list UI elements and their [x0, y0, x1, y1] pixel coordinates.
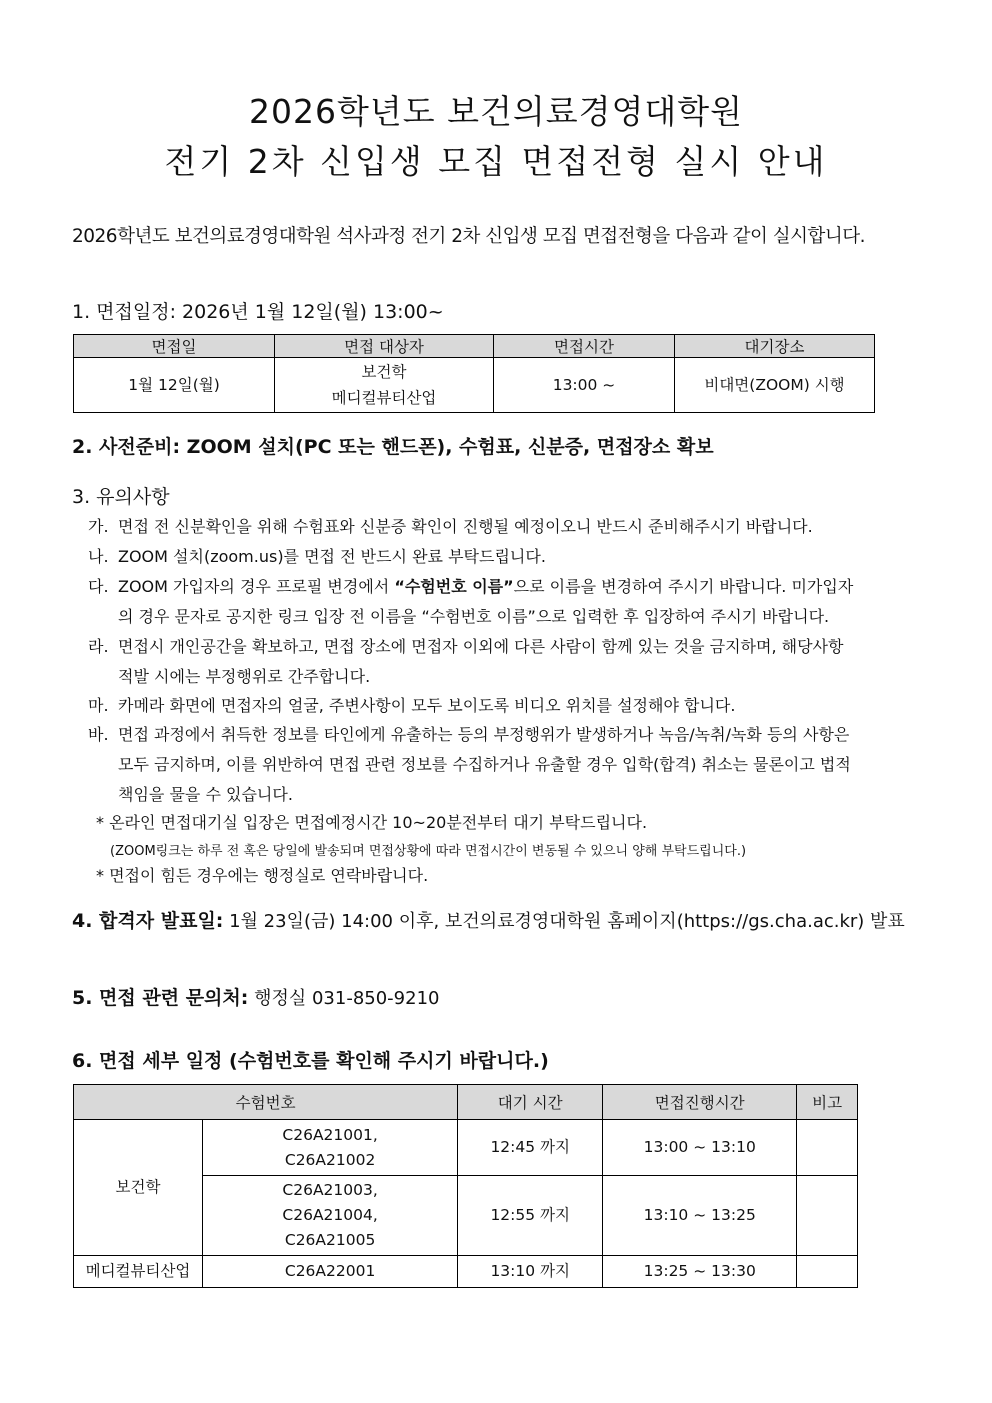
note-text: 카메라 화면에 면접자의 얼굴, 주변사항이 모두 보이도록 비디오 위치를 설정해야 합니다. [118, 696, 736, 715]
section-3-heading: 3. 유의사항 [72, 486, 170, 508]
remarks [797, 1256, 858, 1288]
applicant-id: C26A22001 [203, 1256, 458, 1288]
col-header: 면접진행시간 [603, 1085, 797, 1120]
col-header: 대기 시간 [458, 1085, 603, 1120]
group-cell: 메디컬뷰티산업 [74, 1256, 203, 1288]
intro-text: 2026학년도 보건의료경영대학원 석사과정 전기 2차 신입생 모집 면접전형을 다음과 같이 실시합니다. [72, 226, 866, 247]
wait-time: 12:55 까지 [458, 1176, 603, 1256]
col-header: 비고 [797, 1085, 858, 1120]
star-note-2: * 면접이 힘든 경우에는 행정실로 연락바랍니다. [96, 866, 429, 885]
col-header: 면접시간 [494, 335, 675, 358]
applicant-ids [203, 1120, 458, 1176]
note-text-part: ZOOM 가입자의 경우 프로필 변경에서 [118, 577, 395, 596]
interview-slot: 13:10 ~ 13:25 [603, 1176, 797, 1256]
applicant-id: C26A21002 [284, 1150, 376, 1169]
applicant-id: C26A21001, [282, 1125, 378, 1144]
col-header: 수험번호 [74, 1085, 458, 1120]
interview-time: 13:00 ~ [494, 358, 675, 413]
note-marker: 나. [88, 547, 109, 566]
announce-label: 4. 합격자 발표일: [72, 910, 224, 932]
section-4 [72, 906, 905, 933]
note-text-cont: 모두 금지하며, 이를 위반하여 면접 관련 정보를 수집하거나 유출할 경우 입학(합격) 취소는 물론이고 법적 [118, 755, 851, 774]
waiting-place: 비대면(ZOOM) 시행 [675, 358, 875, 413]
note-text-cont: 책임을 물을 수 있습니다. [118, 785, 293, 804]
detail-schedule-table [73, 1084, 858, 1288]
section-2-heading: 2. 사전준비: ZOOM 설치(PC 또는 핸드폰), 수험표, 신분증, 면접장소 확보 [72, 436, 714, 458]
col-header: 대기장소 [675, 335, 875, 358]
announce-value: 1월 23일(금) 14:00 이후, 보건의료경영대학원 홈페이지(https://gs.cha.ac.kr) 발표 [223, 911, 905, 932]
note-marker: 가. [88, 517, 109, 536]
applicant-ids [203, 1176, 458, 1256]
note-text-cont: 의 경우 문자로 공지한 링크 입장 전 이름을 “수험번호 이름”으로 입력한 후 입장하여 주시기 바랍니다. [118, 607, 830, 626]
remarks [797, 1120, 858, 1176]
contact-value: 행정실 031-850-9210 [248, 988, 440, 1009]
wait-time: 13:10 까지 [458, 1256, 603, 1288]
col-header: 면접 대상자 [275, 335, 494, 358]
note-text [118, 574, 853, 597]
section-1-heading: 1. 면접일정: 2026년 1월 12일(월) 13:00~ [72, 301, 444, 323]
star-note-1-detail: (ZOOM링크는 하루 전 혹은 당일에 발송되며 면접상황에 따라 면접시간이 변동될 수 있으니 양해 부탁드립니다.) [110, 844, 747, 859]
note-text-part: 으로 이름을 변경하여 주시기 바랍니다. 미가입자 [513, 577, 854, 596]
note-text: 면접시 개인공간을 확보하고, 면접 장소에 면접자 이외에 다른 사람이 함께 있는 것을 금지하며, 해당사항 [118, 637, 844, 656]
note-marker: 다. [88, 577, 109, 596]
note-text-bold: “수험번호 이름” [394, 577, 514, 596]
applicant-id: C26A21003, [282, 1181, 378, 1199]
note-text-cont: 적발 시에는 부정행위로 간주합니다. [118, 667, 371, 686]
note-text: 면접 과정에서 취득한 정보를 타인에게 유출하는 등의 부정행위가 발생하거나 녹음/녹취/녹화 등의 사항은 [118, 725, 850, 744]
star-note-1: * 온라인 면접대기실 입장은 면접예정시간 10~20분전부터 대기 부탁드립니다. [96, 813, 648, 832]
section-5 [72, 983, 439, 1010]
note-marker: 마. [88, 696, 109, 715]
note-marker: 라. [88, 637, 109, 656]
wait-time: 12:45 까지 [458, 1120, 603, 1176]
remarks [797, 1176, 858, 1256]
table-row [74, 1256, 858, 1288]
note-marker: 바. [88, 725, 109, 744]
section-6-heading: 6. 면접 세부 일정 (수험번호를 확인해 주시기 바랍니다.) [72, 1050, 549, 1072]
applicant-id: C26A21005 [284, 1231, 376, 1249]
note-text: ZOOM 설치(zoom.us)를 면접 전 반드시 완료 부탁드립니다. [118, 547, 546, 566]
note-text: 면접 전 신분확인을 위해 수험표와 신분증 확인이 진행될 예정이오니 반드시 준비해주시기 바랍니다. [118, 517, 813, 536]
interview-slot: 13:00 ~ 13:10 [603, 1120, 797, 1176]
interview-slot: 13:25 ~ 13:30 [603, 1256, 797, 1288]
interview-target [275, 358, 494, 413]
title-line-2: 전기 2차 신입생 모집 면접전형 실시 안내 [164, 142, 828, 181]
col-header: 면접일 [74, 335, 275, 358]
target-1: 보건학 [361, 363, 407, 381]
table-row [74, 1120, 858, 1176]
target-2: 메디컬뷰티산업 [331, 389, 437, 407]
schedule-table [73, 334, 875, 413]
interview-date: 1월 12일(월) [74, 358, 275, 413]
applicant-id: C26A21004, [282, 1206, 378, 1224]
title-line-1: 2026학년도 보건의료경영대학원 [248, 92, 743, 131]
group-cell: 보건학 [74, 1120, 203, 1256]
contact-label: 5. 면접 관련 문의처: [72, 987, 249, 1009]
